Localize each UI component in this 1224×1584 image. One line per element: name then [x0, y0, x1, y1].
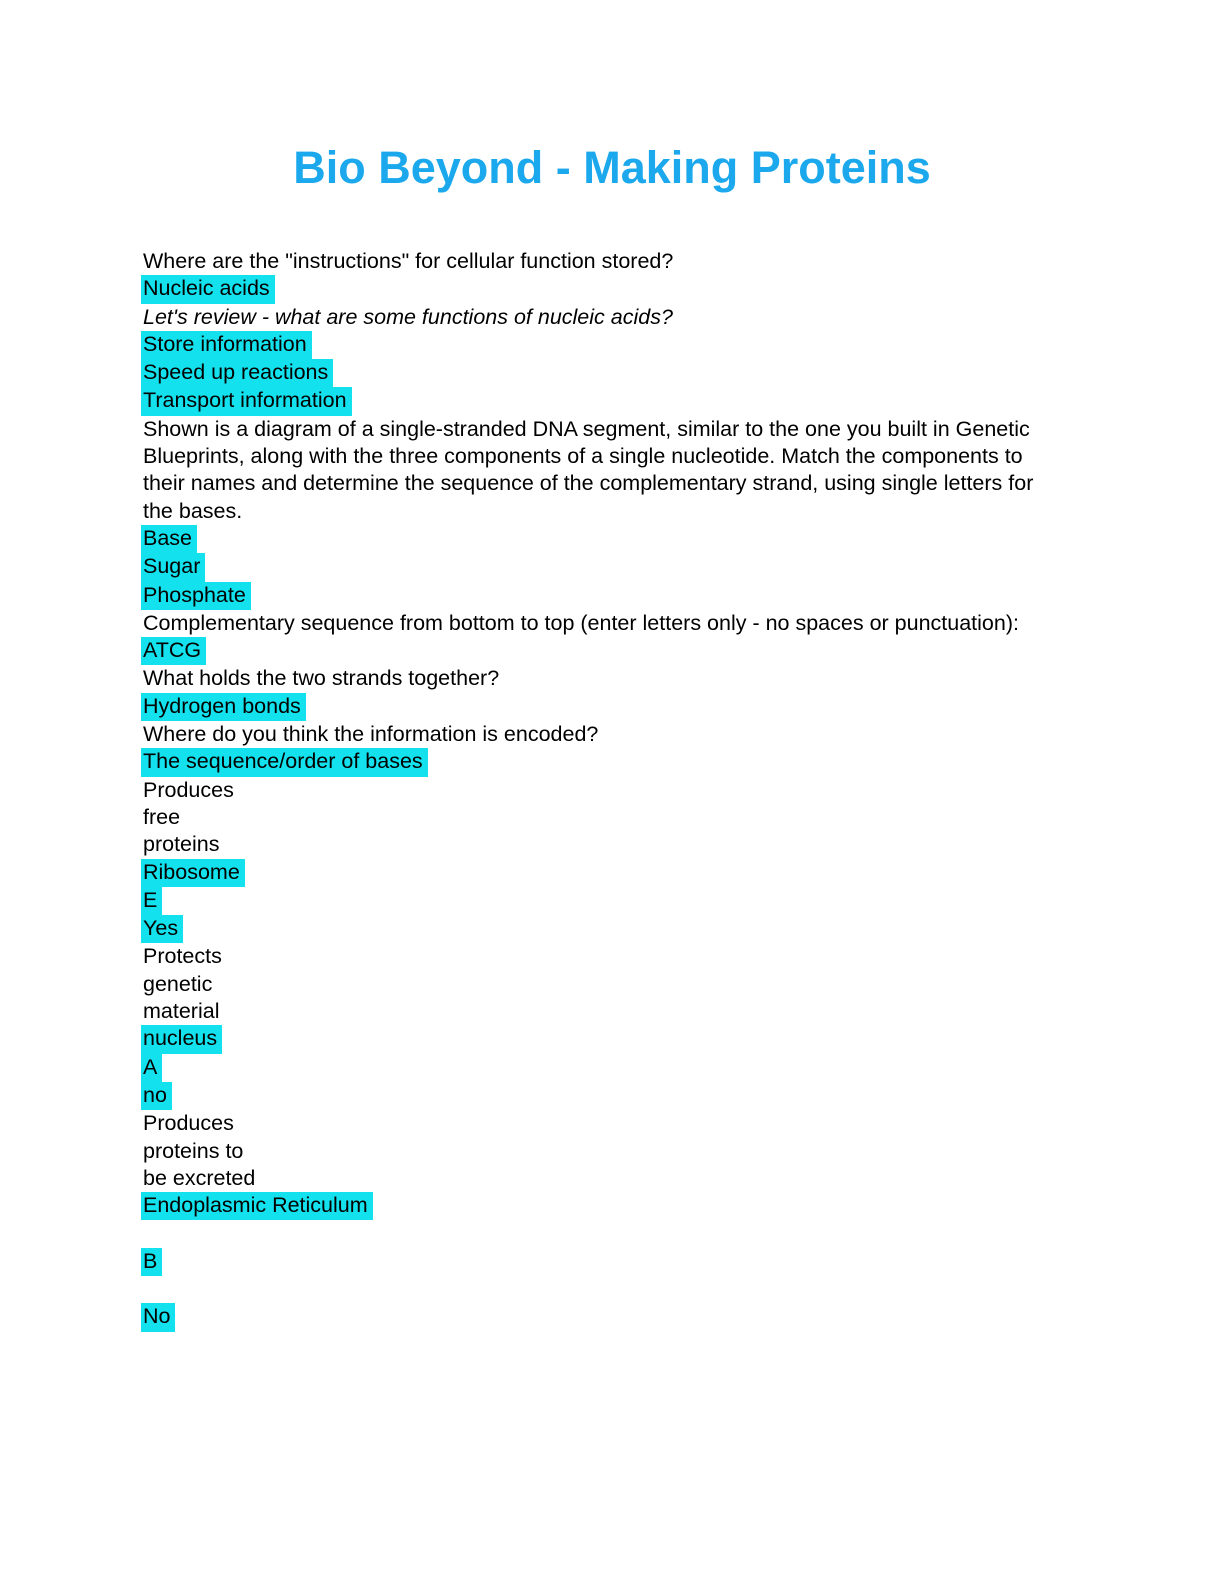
- highlighted-answer: Ribosome: [141, 859, 245, 887]
- highlighted-answer: Base: [141, 525, 197, 553]
- text-line: [143, 1082, 1063, 1110]
- text-line: [143, 582, 1063, 610]
- text-line: [143, 275, 1063, 303]
- text-line: [143, 693, 1063, 721]
- blank-line: [143, 1276, 1063, 1303]
- text-line: [143, 1025, 1063, 1053]
- text-line: proteins to: [143, 1138, 244, 1163]
- text-line: Complementary sequence from bottom to top (enter letters only - no spaces or punctuation):: [143, 610, 1019, 635]
- highlighted-answer: no: [141, 1082, 172, 1110]
- highlighted-answer: The sequence/order of bases: [141, 748, 428, 776]
- highlighted-answer: B: [141, 1248, 162, 1276]
- highlighted-answer: E: [141, 887, 162, 915]
- document-body: [143, 248, 1063, 1332]
- highlighted-answer: nucleus: [141, 1025, 222, 1053]
- text-line: [143, 553, 1063, 581]
- text-line: Protects: [143, 944, 222, 969]
- highlighted-answer: Store information: [141, 331, 312, 359]
- highlighted-answer: Sugar: [141, 553, 205, 581]
- highlighted-answer: Transport information: [141, 387, 352, 415]
- text-line: Shown is a diagram of a single-stranded DNA segment, similar to the one you built in Genetic Blueprints, along with the three components of a single nucleotide. Match the components to their names and determine the sequence of the complementary strand, using single letters for the bases.: [143, 416, 1034, 523]
- text-line: [143, 525, 1063, 553]
- highlighted-answer: Speed up reactions: [141, 359, 333, 387]
- italic-question: Let's review - what are some functions of nucleic acids?: [143, 304, 673, 329]
- text-line: [143, 387, 1063, 415]
- text-line: [143, 637, 1063, 665]
- highlighted-answer: Phosphate: [141, 582, 251, 610]
- blank-line: [143, 1220, 1063, 1247]
- text-line: Produces: [143, 1111, 234, 1136]
- highlighted-answer: Endoplasmic Reticulum: [141, 1192, 373, 1220]
- text-line: Where do you think the information is encoded?: [143, 722, 599, 747]
- highlighted-answer: Nucleic acids: [141, 275, 275, 303]
- text-line: What holds the two strands together?: [143, 666, 500, 691]
- text-line: proteins: [143, 832, 220, 857]
- text-line: Where are the "instructions" for cellular function stored?: [143, 249, 674, 273]
- text-line: [143, 359, 1063, 387]
- page-title: Bio Beyond - Making Proteins: [293, 142, 931, 193]
- text-line: [143, 1054, 1063, 1082]
- text-line: material: [143, 999, 220, 1024]
- text-line: be excreted: [143, 1165, 256, 1190]
- text-line: [143, 1303, 1063, 1331]
- text-line: [143, 1192, 1063, 1220]
- text-line: [143, 748, 1063, 776]
- text-line: [143, 887, 1063, 915]
- text-line: [143, 1248, 1063, 1276]
- highlighted-answer: Yes: [141, 915, 183, 943]
- highlighted-answer: No: [141, 1303, 175, 1331]
- highlighted-answer: ATCG: [141, 637, 206, 665]
- text-line: genetic: [143, 971, 213, 996]
- text-line: [143, 331, 1063, 359]
- text-line: [143, 915, 1063, 943]
- text-line: Produces: [143, 777, 234, 802]
- text-line: [143, 859, 1063, 887]
- text-line: [143, 304, 1063, 331]
- highlighted-answer: A: [141, 1054, 162, 1082]
- highlighted-answer: Hydrogen bonds: [141, 693, 306, 721]
- text-line: free: [143, 804, 181, 829]
